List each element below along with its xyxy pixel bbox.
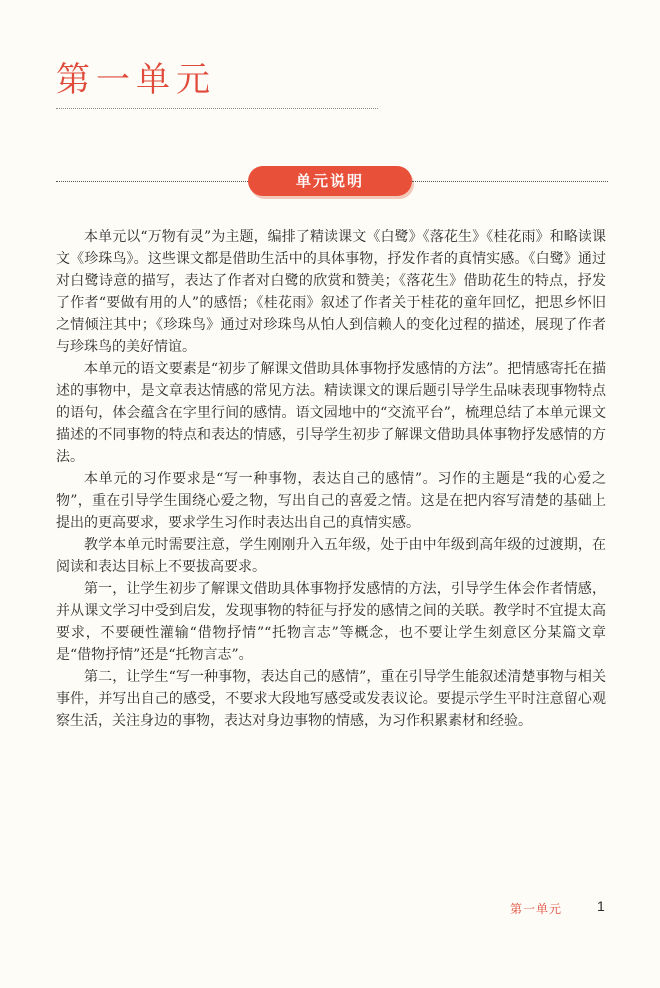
paragraph-writing-requirement: 本单元的习作要求是“写一种事物，表达自己的感情”。习作的主题是“我的心爱之物”，重在引导学生围绕心爱之物，写出自己的喜爱之情。这是在把内容写清楚的基础上提出的更高要求，要求学生习作时表达出自己的真情实感。 — [56, 471, 606, 531]
paragraph-teaching-note: 教学本单元时需要注意，学生刚刚升入五年级，处于由中年级到高年级的过渡期，在阅读和表达目标上不要拔高要求。 — [56, 537, 606, 575]
title-divider — [56, 108, 378, 109]
section-badge: 单元说明 — [248, 166, 412, 196]
paragraph-point-two: 第二，让学生“写一种事物，表达自己的感情”，重在引导学生能叙述清楚事物与相关事件，并写出自己的感受，不要求大段地写感受或发表议论。要提示学生平时注意留心观察生活，关注身边的事物，表达对身边事物的情感，为习作积累素材和经验。 — [56, 669, 606, 729]
section-divider-right — [412, 181, 608, 182]
page-number: 1 — [597, 898, 605, 914]
unit-description — [56, 226, 606, 732]
paragraph-point-one: 第一，让学生初步了解课文借助具体事物抒发感情的方法，引导学生体会作者情感，并从课文学习中受到启发，发现事物的特征与抒发的感情之间的关联。教学时不宜提太高要求，不要硬性灌输“借物抒情”“托物言志”等概念，也不要让学生刻意区分某篇文章是“借物抒情”还是“托物言志”。 — [56, 581, 606, 663]
paragraph-theme: 本单元以“万物有灵”为主题，编排了精读课文《白鹭》《落花生》《桂花雨》和略读课文《珍珠鸟》。这些课文都是借助生活中的具体事物，抒发作者的真情实感。《白鹭》通过对白鹭诗意的描写，表达了作者对白鹭的欣赏和赞美；《落花生》借助花生的特点，抒发了作者“要做有用的人”的感悟；《桂花雨》叙述了作者关于桂花的童年回忆，把思乡怀旧之情倾注其中；《珍珠鸟》通过对珍珠鸟从怕人到信赖人的变化过程的描述，展现了作者与珍珠鸟的美好情谊。 — [56, 229, 606, 355]
footer-unit-label: 第一单元 — [510, 902, 563, 916]
unit-title: 第一单元 — [56, 60, 216, 100]
section-divider-left — [56, 181, 248, 182]
paragraph-language-element: 本单元的语文要素是“初步了解课文借助具体事物抒发感情的方法”。把情感寄托在描述的事物中，是文章表达情感的常见方法。精读课文的课后题引导学生品味表现事物特点的语句，体会蕴含在字里行间的感情。语文园地中的“交流平台”，梳理总结了本单元课文描述的不同事物的特点和表达的情感，引导学生初步了解课文借助具体事物抒发感情的方法。 — [56, 361, 606, 465]
